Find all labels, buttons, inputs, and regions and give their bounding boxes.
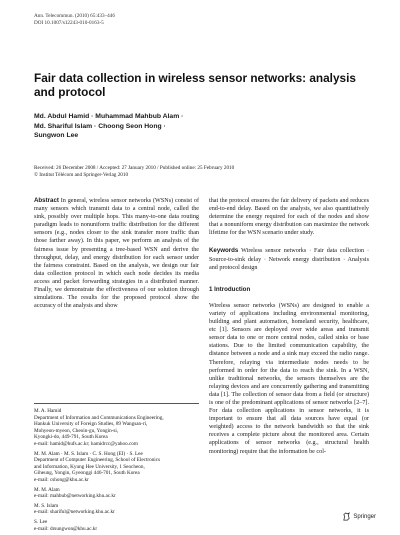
author-list: [34, 112, 334, 141]
springer-horse-icon: [342, 512, 351, 521]
abstract: [34, 197, 199, 310]
authors-line-2: Md. Shariful Islam · Choong Seon Hong ·: [34, 122, 166, 130]
received-dates: Received: 26 December 2008 / Accepted: 27 January 2010 / Published online: 25 February 2010: [34, 165, 235, 171]
publisher-name: Springer: [353, 513, 376, 520]
affiliation-alam: M. M. Alam e-mail: mahbub@networking.khu.ac.kr: [34, 486, 116, 500]
journal-header: [34, 13, 115, 27]
abstract-text: In general, wireless sensor networks (WSNs) consist of many sensors which transmit data to a central node, called the sink, possibly over multiple hops. This many-to-one data routing paradigm leads to nonuniform traffic distribution for the different sensors (e.g., nodes closer to the sink transfer more traffic than those farther away). In this paper, we perform an analysis of the fairness issue by presenting a tree-based WSN and derive the throughput, delay, and energy distribution for each sensor under the fairness constraint. Based on the analysis, we design our fair data collection protocol in which each node decides its media access and packet forwarding strategies in a distributed manner. Finally, we demonstrate the effectiveness of our solution through simulations. The results for the proposed protocol show the accuracy of the analysis and show: [34, 198, 199, 310]
introduction-text: Wireless sensor networks (WSNs) are designed to enable a variety of applications including environmental monitoring, building and plant automation, homeland security, healthcare, etc [1]. Sensors are deployed over wide areas and transmit sensor data to one or more central nodes, called sinks or base stations. Due to the limited communication capability, the distance between a node and a sink may exceed the radio range. Therefore, relaying via intermediate nodes needs to be performed in order for the data to reach the sink. In a WSN, unlike traditional networks, the sensors themselves are the relaying devices and are concurrently gathering and transmitting data [1]. The collection of sensor data from a field (or structure) is one of the predominant applications of sensor networks [2–7]. For data collection applications in sensor networks, it is important to ensure that all data sources have equal (or weighted) access to the network bandwidth so that the sink receives a complete picture about the monitored area. Certain applications of sensor networks (e.g., structural health monitoring) require that the information be col-: [209, 302, 369, 455]
keywords-text: Wireless sensor networks · Fair data collection · Source-to-sink delay · Network energy distribution · Analysis and protocol design: [209, 248, 369, 271]
affiliation-islam: M. S. Islam e-mail: shariful@networking.khu.ac.kr: [34, 502, 115, 516]
abstract-label: Abstract: [34, 197, 59, 204]
journal-doi: DOI 10.1007/s12243-010-0163-5: [34, 20, 104, 26]
affiliation-lee: S. Lee e-mail: drsungwon@khu.ac.kr: [34, 518, 98, 532]
authors-line-3: Sungwon Lee: [34, 132, 79, 139]
publication-history: [34, 165, 364, 180]
abstract-continued: that the protocol ensures the fair delivery of packets and reduces end-to-end delay. Based on the analysis, we also quantitatively determine the energy required for each of the nodes and show that a nonuniform energy distribution can maximize the network lifetime for the WSN scenario under study.: [209, 198, 369, 237]
affiliation-khu: M. M. Alam · M. S. Islam · C. S. Hong (EI) · S. Lee Department of Computer Engineering, School of Electronics and Information, Kyung Hee University, 1 Seocheon, Giheung, Yongin, Gyeonggi 446-701, South Korea e-mail: cshong@khu.ac.kr: [34, 450, 161, 483]
affiliations: [34, 403, 199, 535]
section-heading-introduction: 1 Introduction: [209, 285, 251, 293]
keywords-label: Keywords: [209, 247, 239, 255]
keywords: [209, 247, 369, 271]
authors-line-1: Md. Abdul Hamid · Muhammad Mahbub Alam ·: [34, 113, 184, 120]
paper-title: Fair data collection in wireless sensor networks: analysis and protocol: [34, 71, 356, 99]
right-column: [209, 197, 369, 456]
copyright-notice: © Institut Télécom and Springer-Verlag 2010: [34, 172, 129, 179]
journal-citation: Ann. Telecommun. (2010) 65:433–446: [34, 13, 115, 19]
affiliation-hamid: M. A. Hamid Department of Information and Communications Engineering, Hankuk University of Foreign Studies, 89 Wangsan-ri, Mohyeon-myeon, Cheoin-gu, Yongin-si, Kyongki-do, 449-791, South Korea e-mail: hamid@hufs.ac.kr; hamidrcc@yahoo.com: [34, 408, 164, 447]
left-column: [34, 197, 199, 310]
publisher-logo: [342, 512, 376, 521]
